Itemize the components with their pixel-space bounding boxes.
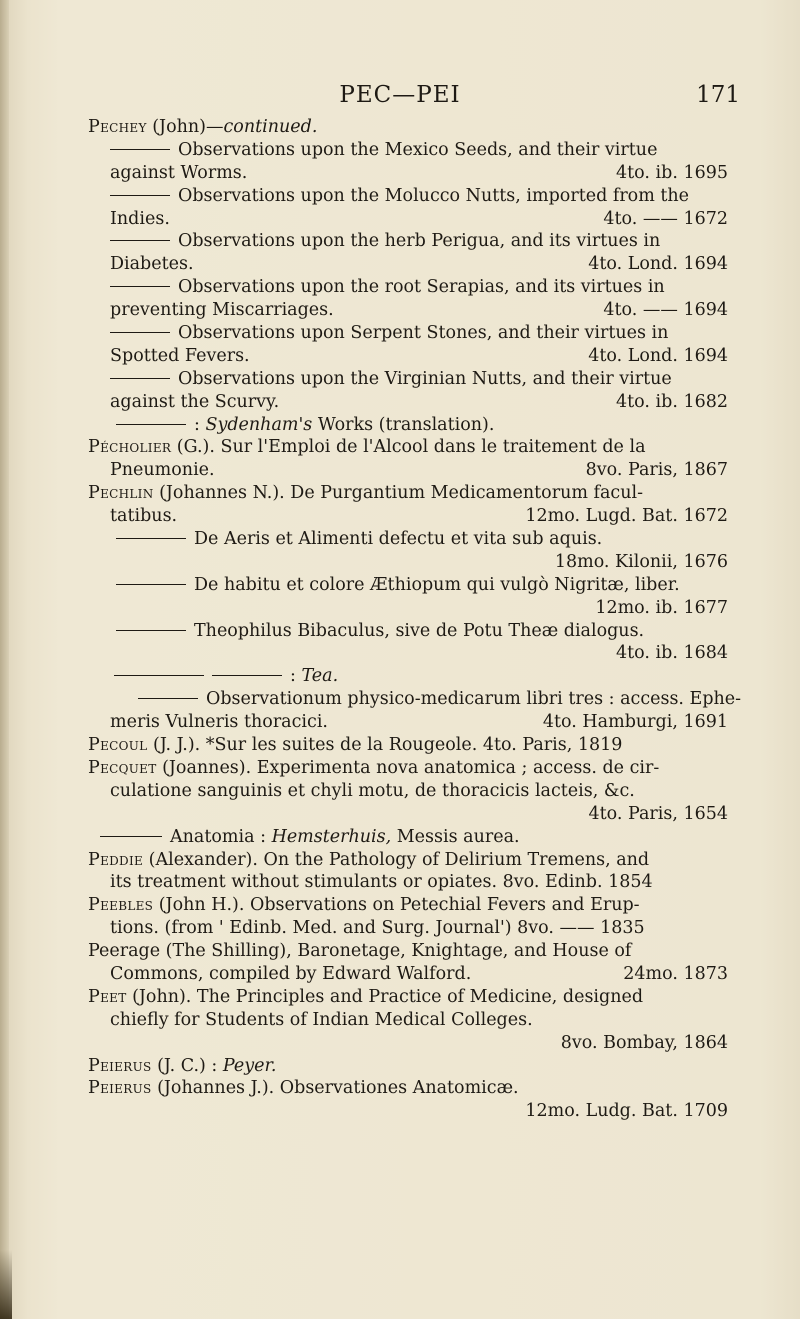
- text-line: [88, 528, 728, 551]
- line-text: [88, 849, 649, 872]
- line-text: [88, 688, 741, 711]
- entry-text: De habitu et colore Æthiopum qui vulgò Nigritæ, liber.: [194, 574, 680, 595]
- running-head: PEC—PEI: [339, 82, 461, 108]
- entry-text: Observationum physico-medicarum libri tres : access. Ephe-: [206, 689, 742, 710]
- entry-text: (J. C.) :: [151, 1055, 223, 1076]
- imprint: 4to. Lond. 1694: [588, 345, 728, 366]
- entry-text: (John)—: [146, 117, 224, 137]
- line-text: [88, 436, 646, 459]
- imprint: 4to. Paris, 1654: [588, 803, 728, 824]
- text-line: [88, 894, 728, 917]
- imprint: 4to. Hamburgi, 1691: [542, 712, 728, 733]
- line-text: [110, 391, 279, 414]
- text-line: [88, 734, 728, 757]
- text-line: [88, 780, 728, 803]
- page-number: 171: [696, 82, 740, 108]
- text-line: [88, 116, 728, 139]
- imprint: 4to. Lond. 1694: [588, 254, 728, 275]
- text-line: [88, 665, 728, 688]
- entry-text: Observations upon the root Serapias, and its virtues in: [178, 277, 665, 298]
- entry-text: Observations upon the Mexico Seeds, and their virtue: [178, 139, 658, 160]
- author-name: Peierus: [88, 1055, 152, 1076]
- line-text: [110, 505, 177, 528]
- entry-text: tatibus.: [110, 506, 178, 527]
- text-line: [88, 459, 728, 482]
- text-line: [88, 1009, 728, 1032]
- line-text: [88, 230, 660, 253]
- text-line: [88, 253, 728, 276]
- text-line: [88, 803, 728, 826]
- entry-text: Anatomia :: [170, 826, 272, 847]
- entry-text: :: [290, 666, 302, 687]
- ditto-rule: [138, 698, 198, 699]
- text-line: [88, 849, 728, 872]
- text-line: [88, 597, 728, 620]
- ditto-rule: [110, 378, 170, 379]
- imprint: 12mo. ib. 1677: [595, 597, 728, 618]
- entry-text: Observations upon the herb Perigua, and its virtues in: [178, 231, 661, 252]
- line-text: [110, 299, 334, 322]
- entry-text: Diabetes.: [110, 254, 194, 275]
- text-line: [88, 185, 728, 208]
- line-text: [110, 162, 247, 185]
- italic-text: Tea.: [301, 666, 339, 687]
- author-name: Peebles: [88, 895, 154, 916]
- text-line: [88, 276, 728, 299]
- text-line: [88, 322, 728, 345]
- text-line: [88, 642, 728, 665]
- line-text: [88, 322, 668, 345]
- line-text: [88, 757, 659, 780]
- text-line: [88, 139, 728, 162]
- author-name: Pecoul: [88, 735, 148, 756]
- entry-text: against Worms.: [110, 162, 248, 183]
- line-text: [110, 1009, 533, 1032]
- text-line: [88, 368, 728, 391]
- entry-text: :: [194, 414, 206, 435]
- line-text: [110, 208, 170, 231]
- line-text: [88, 528, 602, 551]
- text-line: [88, 711, 728, 734]
- line-text: [110, 345, 250, 368]
- author-name: Pechlin: [88, 483, 154, 504]
- entry-text: Commons, compiled by Edward Walford.: [110, 963, 472, 984]
- entry-text: (Johannes J.). Observationes Anatomicæ.: [151, 1078, 519, 1099]
- line-text: [88, 894, 640, 917]
- entry-text: against the Scurvy.: [110, 391, 280, 412]
- italic-text: Hemsterhuis,: [271, 826, 392, 847]
- imprint: 24mo. 1873: [623, 963, 728, 984]
- entry-text: Observations upon the Virginian Nutts, and their virtue: [178, 368, 672, 389]
- line-text: [88, 665, 338, 688]
- italic-text: Sydenham's: [205, 414, 313, 435]
- line-text: [88, 734, 622, 757]
- entry-text: Messis aurea.: [391, 826, 520, 847]
- author-name: Peet: [88, 986, 127, 1007]
- ditto-rule: [116, 424, 186, 425]
- author-name: Pécholier: [88, 437, 172, 458]
- entry-text: (Alexander). On the Pathology of Delirium Tremens, and: [143, 849, 650, 870]
- line-text: [110, 871, 653, 894]
- text-line: [88, 986, 728, 1009]
- entry-text: meris Vulneris thoracici.: [110, 712, 328, 733]
- author-name: Peddie: [88, 849, 144, 870]
- text-line: [88, 162, 728, 185]
- text-line: [88, 826, 728, 849]
- ditto-rule: [110, 286, 170, 287]
- ditto-rule: [116, 584, 186, 585]
- imprint: 8vo. Paris, 1867: [585, 460, 728, 481]
- imprint: 12mo. Lugd. Bat. 1672: [525, 506, 728, 527]
- text-line: [88, 620, 728, 643]
- ditto-rule: [116, 630, 186, 631]
- line-text: [88, 986, 643, 1009]
- text-line: [88, 436, 728, 459]
- line-text: [88, 620, 644, 643]
- text-line: [88, 482, 728, 505]
- entry-text: (Johannes N.). De Purgantium Medicamentorum facul-: [153, 483, 644, 504]
- ditto-rule: [110, 240, 170, 241]
- text-line: [88, 345, 728, 368]
- imprint: 8vo. Bombay, 1864: [560, 1032, 728, 1053]
- line-text: [88, 482, 643, 505]
- bibliography-text: [88, 116, 742, 1123]
- text-line: [88, 391, 728, 414]
- line-text: [88, 940, 631, 963]
- entry-text: Observations upon the Molucco Nutts, imported from the: [178, 185, 690, 206]
- entry-text: Indies.: [110, 208, 170, 229]
- line-text: [88, 414, 494, 437]
- imprint: 12mo. Ludg. Bat. 1709: [525, 1101, 728, 1122]
- line-text: [110, 253, 194, 276]
- ditto-rule: [110, 149, 170, 150]
- text-line: [88, 208, 728, 231]
- italic-text: Peyer.: [222, 1055, 277, 1076]
- text-line: [88, 551, 728, 574]
- text-line: [88, 230, 728, 253]
- entry-text: (J. J.). *Sur les suites de la Rougeole. 4to. Paris, 1819: [147, 735, 623, 756]
- ditto-rule: [100, 836, 162, 837]
- line-text: [88, 185, 689, 208]
- entry-text: chiefly for Students of Indian Medical Colleges.: [110, 1009, 533, 1030]
- line-text: [88, 139, 657, 162]
- page-corner-shadow: [0, 1250, 12, 1319]
- entry-text: preventing Miscarriages.: [110, 300, 334, 321]
- text-line: [88, 871, 728, 894]
- text-line: [88, 299, 728, 322]
- ditto-rule: [116, 538, 186, 539]
- line-text: [110, 963, 471, 986]
- ditto-rule: [212, 675, 282, 676]
- entry-text: (G.). Sur l'Emploi de l'Alcool dans le traitement de la: [171, 437, 646, 458]
- line-text: [110, 459, 215, 482]
- line-text: [110, 711, 328, 734]
- text-line: [88, 1077, 728, 1100]
- entry-text: its treatment without stimulants or opiates. 8vo. Edinb. 1854: [110, 872, 653, 893]
- author-name: Pechey: [88, 117, 147, 137]
- page-header: [0, 82, 800, 112]
- line-text: [88, 1055, 276, 1078]
- entry-text: Theophilus Bibaculus, sive de Potu Theæ dialogus.: [194, 620, 645, 641]
- line-text: [88, 368, 672, 391]
- entry-text: (John H.). Observations on Petechial Fevers and Erup-: [153, 895, 640, 916]
- author-name: Peierus: [88, 1078, 152, 1099]
- imprint: 4to. ib. 1682: [616, 391, 728, 412]
- ditto-rule: [110, 332, 170, 333]
- entry-text: (John). The Principles and Practice of Medicine, designed: [126, 986, 644, 1007]
- text-line: [88, 1100, 728, 1123]
- text-line: [88, 757, 728, 780]
- imprint: 18mo. Kilonii, 1676: [554, 551, 728, 572]
- text-line: [88, 1032, 728, 1055]
- line-text: [88, 116, 317, 139]
- entry-text: De Aeris et Alimenti defectu et vita sub aquis.: [194, 529, 603, 550]
- entry-text: Peerage (The Shilling), Baronetage, Knightage, and House of: [88, 941, 632, 962]
- text-line: [88, 574, 728, 597]
- ditto-rule: [110, 195, 170, 196]
- entry-text: Spotted Fevers.: [110, 345, 250, 366]
- entry-text: Observations upon Serpent Stones, and their virtues in: [178, 323, 669, 344]
- line-text: [110, 780, 635, 803]
- entry-text: Pneumonie.: [110, 460, 215, 481]
- line-text: [88, 574, 680, 597]
- ditto-rule: [114, 675, 204, 676]
- text-line: [88, 688, 742, 711]
- imprint: 4to. ib. 1695: [616, 162, 728, 183]
- line-text: [110, 917, 645, 940]
- text-line: [88, 917, 728, 940]
- page-gutter-edge: [0, 0, 9, 1319]
- text-line: [88, 505, 728, 528]
- imprint: 4to. —— 1672: [603, 208, 728, 229]
- imprint: 4to. ib. 1684: [616, 643, 728, 664]
- text-line: [88, 1055, 728, 1078]
- entry-text: Works (translation).: [312, 414, 495, 435]
- italic-text: continued.: [223, 117, 318, 137]
- line-text: [88, 1077, 519, 1100]
- entry-text: culatione sanguinis et chyli motu, de thoracicis lacteis, &c.: [110, 780, 635, 801]
- line-text: [88, 276, 665, 299]
- text-line: [88, 414, 728, 437]
- line-text: [88, 826, 520, 849]
- text-line: [88, 940, 728, 963]
- entry-text: (Joannes). Experimenta nova anatomica ; access. de cir-: [156, 757, 660, 778]
- entry-text: tions. (from ' Edinb. Med. and Surg. Journal') 8vo. —— 1835: [110, 918, 645, 939]
- text-line: [88, 963, 728, 986]
- author-name: Pecquet: [88, 757, 157, 778]
- imprint: 4to. —— 1694: [603, 300, 728, 321]
